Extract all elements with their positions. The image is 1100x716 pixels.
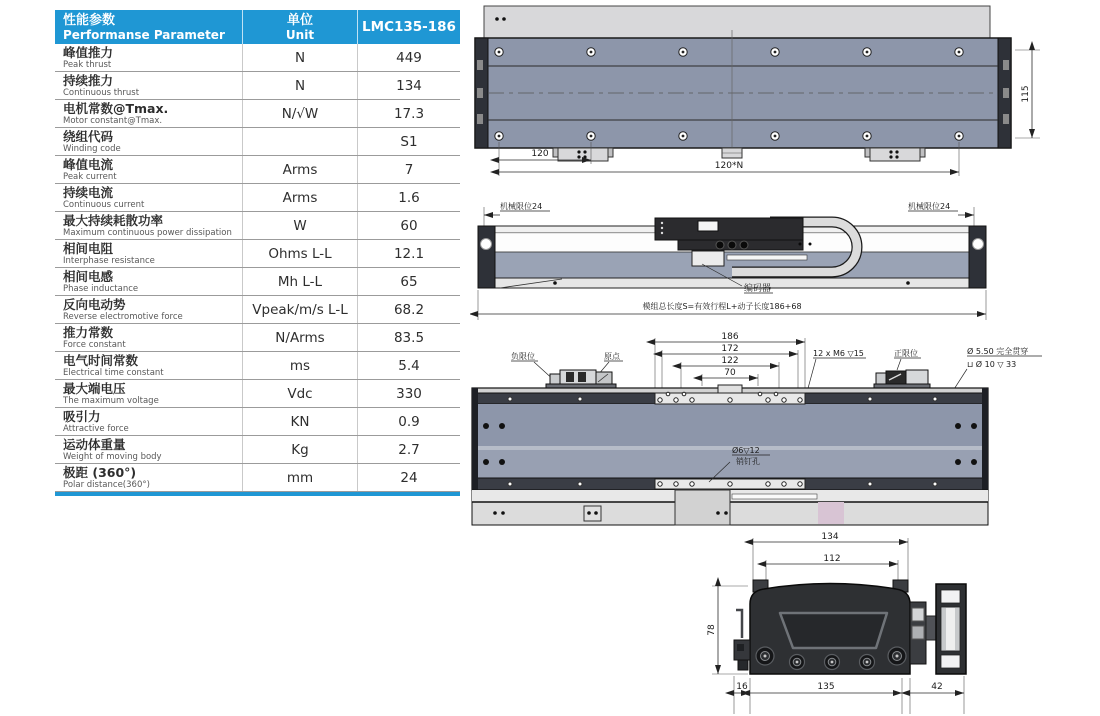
param-unit: mm [243, 464, 358, 491]
param-name-cn: 相间电感 [63, 268, 114, 284]
param-unit [243, 128, 358, 155]
table-row [55, 44, 460, 72]
param-name-en: Reverse electromotive force [63, 311, 183, 322]
svg-text:12 x M6 ▽15: 12 x M6 ▽15 [813, 349, 864, 358]
param-unit: N/√W [243, 100, 358, 127]
svg-text:模组总长度S=有效行程L+动子长度186+68: 模组总长度S=有效行程L+动子长度186+68 [642, 302, 802, 311]
drawing-side-view [470, 196, 1100, 328]
mover-carriage [655, 218, 812, 250]
param-name-en: Polar distance(360°) [63, 479, 150, 490]
table-row [55, 436, 460, 464]
param-name-cn: 反向电动势 [63, 296, 126, 312]
drawing-top-view [470, 330, 1070, 530]
param-value: 330 [396, 385, 422, 402]
chain-bracket [910, 602, 936, 664]
param-value: 7 [404, 161, 414, 178]
svg-text:机械限位24: 机械限位24 [500, 202, 543, 211]
svg-text:机械限位24: 机械限位24 [908, 202, 951, 211]
table-row [55, 72, 460, 100]
param-value: 134 [396, 77, 422, 94]
svg-text:134: 134 [821, 532, 839, 542]
drawing-front-view [470, 2, 1060, 194]
param-unit: Kg [243, 436, 358, 463]
base-feet [553, 148, 925, 161]
table-row [55, 184, 460, 212]
svg-text:正限位: 正限位 [894, 349, 918, 358]
param-name-en: Phase inductance [63, 283, 139, 294]
header-unit-en: Unit [285, 27, 315, 42]
table-header [55, 10, 460, 44]
param-name-en: Continuous current [63, 199, 145, 210]
svg-text:120: 120 [531, 149, 549, 159]
param-name-cn: 峰值推力 [63, 44, 114, 60]
table-row [55, 408, 460, 436]
param-unit: Arms [243, 156, 358, 183]
param-unit: Mh L-L [243, 268, 358, 295]
param-value: 12.1 [393, 245, 425, 262]
mech-limit-right-label [908, 201, 974, 226]
pos-limit-label [894, 348, 921, 370]
param-name-cell [55, 44, 243, 71]
param-name-cell [55, 240, 243, 267]
bottom-mounting-strip [655, 479, 805, 489]
dimension-bottom [734, 676, 964, 714]
param-unit: N/Arms [243, 324, 358, 351]
param-name-cell [55, 380, 243, 407]
header-parameter-en: Performanse Parameter [63, 27, 225, 42]
param-name-en: Continuous thrust [63, 87, 140, 98]
dimension-chain [655, 332, 805, 393]
param-name-en: Peak thrust [63, 59, 112, 70]
svg-text:16: 16 [736, 682, 748, 692]
svg-text:115: 115 [1021, 85, 1031, 103]
param-name-cn: 电机常数@Tmax. [63, 100, 169, 116]
param-unit: ms [243, 352, 358, 379]
param-name-cell [55, 184, 243, 211]
base-top-band [484, 6, 990, 38]
bottom-base-band [472, 490, 988, 525]
param-unit: KN [243, 408, 358, 435]
param-name-cn: 绕组代码 [63, 128, 114, 144]
dimension-112 [766, 554, 898, 582]
screw-note-label [807, 349, 866, 392]
table-row [55, 240, 460, 268]
param-name-cn: 最大端电压 [63, 380, 126, 396]
param-name-cell [55, 352, 243, 379]
header-parameter-cn: 性能参数 [63, 12, 116, 28]
svg-text:⊔ Ø 10 ▽ 33: ⊔ Ø 10 ▽ 33 [967, 360, 1017, 369]
param-name-en: Attractive force [63, 423, 129, 434]
param-value: 1.6 [398, 189, 420, 206]
svg-text:编码器: 编码器 [744, 284, 772, 294]
dimension-total-length [478, 290, 986, 320]
param-value: 17.3 [393, 105, 425, 122]
svg-text:原点: 原点 [604, 352, 620, 361]
param-name-en: Weight of moving body [63, 451, 162, 462]
svg-text:Ø6▽12: Ø6▽12 [732, 446, 760, 455]
param-name-en: The maximum voltage [63, 395, 159, 406]
param-name-en: Force constant [63, 339, 126, 350]
parameter-rows [55, 44, 460, 492]
drawing-end-view [690, 528, 1040, 716]
param-value: 65 [400, 273, 418, 290]
svg-text:112: 112 [823, 554, 841, 564]
param-name-cell [55, 464, 243, 491]
param-unit: N [243, 44, 358, 71]
table-row [55, 212, 460, 240]
chain-cross-section [936, 584, 966, 674]
svg-text:Ø 5.50 完全贯穿: Ø 5.50 完全贯穿 [967, 347, 1029, 356]
param-value: 68.2 [393, 301, 425, 318]
table-row [55, 324, 460, 352]
param-name-cn: 最大持续耗散功率 [63, 212, 164, 228]
param-name-cn: 持续电流 [63, 184, 114, 200]
param-name-cell [55, 72, 243, 99]
param-name-cn: 相间电阻 [63, 240, 114, 256]
svg-text:135: 135 [817, 682, 835, 692]
param-name-cell [55, 324, 243, 351]
param-name-cn: 电气时间常数 [63, 352, 139, 368]
table-row [55, 464, 460, 492]
table-row [55, 268, 460, 296]
param-unit: Vpeak/m/s L-L [243, 296, 358, 323]
param-name-en: Winding code [63, 143, 121, 154]
svg-text:42: 42 [931, 682, 943, 692]
param-unit: N [243, 72, 358, 99]
param-name-en: Peak current [63, 171, 117, 182]
param-name-en: Motor constant@Tmax. [63, 115, 163, 126]
svg-text:186: 186 [721, 332, 739, 342]
param-name-cell [55, 268, 243, 295]
neg-limit-label [511, 351, 556, 382]
param-name-cell [55, 436, 243, 463]
param-name-cn: 运动体重量 [63, 436, 126, 452]
param-unit: W [243, 212, 358, 239]
header-parameter [55, 10, 243, 44]
param-value: 83.5 [393, 329, 425, 346]
param-name-cn: 峰值电流 [63, 156, 114, 172]
svg-text:78: 78 [707, 624, 717, 636]
param-unit: Arms [243, 184, 358, 211]
param-name-en: Interphase resistance [63, 255, 155, 266]
performance-parameter-table [55, 10, 460, 496]
param-name-cn: 持续推力 [63, 72, 114, 88]
header-unit-cn: 单位 [286, 12, 313, 28]
param-value: 60 [400, 217, 418, 234]
param-value: 2.7 [398, 441, 420, 458]
svg-text:172: 172 [721, 344, 739, 354]
svg-text:销钉孔: 销钉孔 [736, 457, 760, 466]
param-name-cell [55, 296, 243, 323]
param-name-cell [55, 156, 243, 183]
table-row [55, 156, 460, 184]
header-model: LMC135-186 [362, 19, 456, 35]
param-value: S1 [400, 133, 418, 150]
param-name-cell [55, 100, 243, 127]
table-row [55, 352, 460, 380]
svg-text:70: 70 [724, 368, 736, 378]
stator-body [475, 30, 1011, 154]
param-name-en: Electrical time constant [63, 367, 164, 378]
param-name-cn: 吸引力 [63, 408, 101, 424]
svg-text:负限位: 负限位 [511, 352, 535, 361]
param-name-en: Maximum continuous power dissipation [63, 227, 232, 238]
param-name-cn: 推力常数 [63, 324, 114, 340]
left-bracket [734, 640, 750, 670]
svg-text:120*N: 120*N [714, 161, 744, 171]
param-unit: Vdc [243, 380, 358, 407]
table-row [55, 296, 460, 324]
table-row [55, 128, 460, 156]
svg-text:122: 122 [721, 356, 739, 366]
param-value: 24 [400, 469, 418, 486]
param-name-cell [55, 128, 243, 155]
param-name-cn: 极距 (360°) [63, 464, 137, 480]
table-row [55, 380, 460, 408]
header-unit [243, 10, 358, 44]
dimension-115 [1015, 50, 1040, 138]
table-row [55, 100, 460, 128]
param-value: 449 [396, 49, 422, 66]
table-bottom-accent-bar [55, 492, 460, 496]
param-name-cell [55, 212, 243, 239]
param-unit: Ohms L-L [243, 240, 358, 267]
param-value: 0.9 [398, 413, 420, 430]
param-name-cell [55, 408, 243, 435]
mech-limit-left-label [484, 201, 550, 226]
param-value: 5.4 [398, 357, 420, 374]
